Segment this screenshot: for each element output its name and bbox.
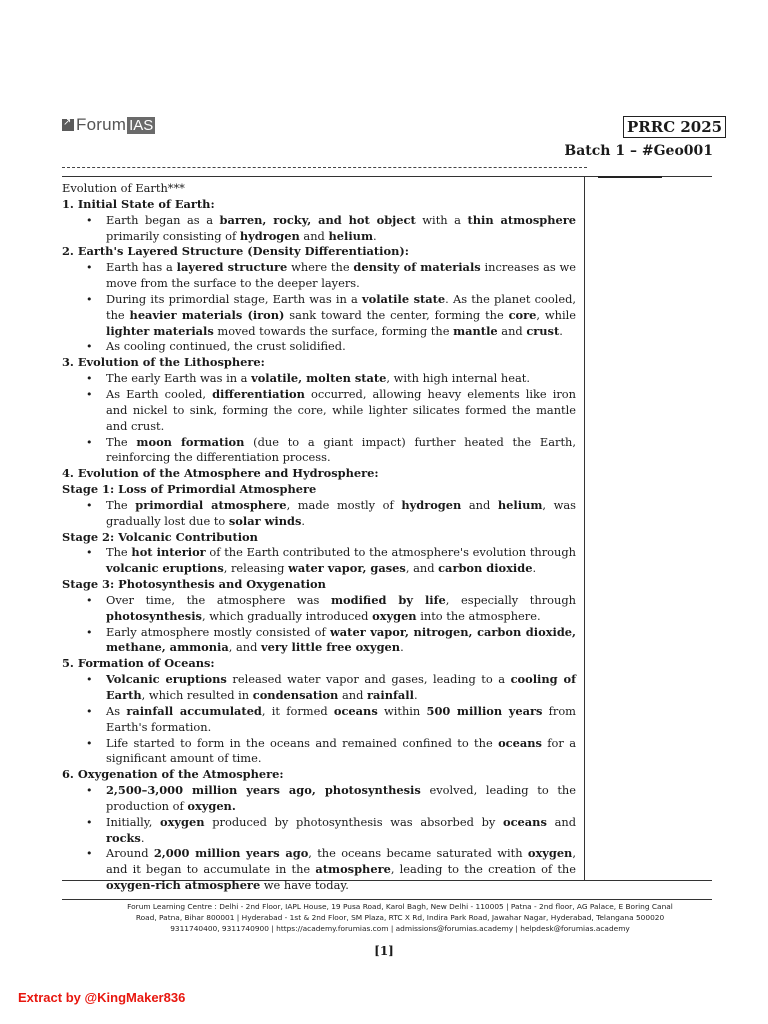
bullet-list — [62, 783, 576, 894]
list-item: • Over time, the atmosphere was modified by life, especially through photosynthesis, which gradually introduced oxygen into the atmosphere. — [62, 593, 576, 625]
extract-watermark: Extract by @KingMaker836 — [18, 990, 186, 1005]
bullet-list — [62, 672, 576, 767]
list-item: • As Earth cooled, differentiation occurred, allowing heavy elements like iron and nickel to sink, forming the core, while lighter silicates formed the mantle and crust. — [62, 387, 576, 435]
bullet-list — [62, 213, 576, 245]
section-heading: 3. Evolution of the Lithosphere: — [62, 355, 265, 370]
list-item: • Early atmosphere mostly consisted of water vapor, nitrogen, carbon dioxide, methane, ammonia, and very little free oxygen. — [62, 625, 576, 657]
list-item: • Earth began as a barren, rocky, and hot object with a thin atmosphere primarily consisting of hydrogen and helium. — [62, 213, 576, 245]
list-item: • The early Earth was in a volatile, molten state, with high internal heat. — [62, 371, 576, 387]
list-item: • 2,500–3,000 million years ago, photosynthesis evolved, leading to the production of oxygen. — [62, 783, 576, 815]
footer-line-1: Forum Learning Centre : Delhi - 2nd Floor, IAPL House, 19 Pusa Road, Karol Bagh, New Delhi - 110005 | Patna - 2nd floor, AG Palace, E Boring Canal — [127, 902, 673, 911]
footer-line-2: Road, Patna, Bihar 800001 | Hyderabad - 1st & 2nd Floor, SM Plaza, RTC X Rd, Indira Park Road, Jawahar Nagar, Hyderabad, Telangana 500020 — [135, 913, 665, 922]
section-heading: Stage 2: Volcanic Contribution — [62, 529, 258, 544]
section-heading: 1. Initial State of Earth: — [62, 196, 215, 211]
footer-line-3: 9311740400, 9311740900 | https://academy.forumias.com | admissions@forumias.academy | helpdesk@forumias.academy — [170, 924, 630, 933]
bullet-list — [62, 498, 576, 530]
list-item: • As rainfall accumulated, it formed oceans within 500 million years from Earth's formation. — [62, 704, 576, 736]
list-item: • During its primordial stage, Earth was in a volatile state. As the planet cooled, the heavier materials (iron) sank toward the center, forming the core, while lighter materials moved towards the surface, forming the mantle and crust. — [62, 292, 576, 340]
list-item: • Life started to form in the oceans and remained confined to the oceans for a significant amount of time. — [62, 736, 576, 768]
prrc-code-box: PRRC 2025 — [623, 116, 726, 138]
list-item: • Volcanic eruptions released water vapor and gases, leading to a cooling of Earth, which resulted in condensation and rainfall. — [62, 672, 576, 704]
bullet-list — [62, 260, 576, 355]
logo-forum-text: Forum — [76, 115, 127, 134]
section-heading: 6. Oxygenation of the Atmosphere: — [62, 767, 284, 782]
list-item: • Initially, oxygen produced by photosynthesis was absorbed by oceans and rocks. — [62, 815, 576, 847]
section-heading: Stage 1: Loss of Primordial Atmosphere — [62, 482, 317, 497]
bullet-list — [62, 545, 576, 577]
list-item: • The moon formation (due to a giant impact) further heated the Earth, reinforcing the differentiation process. — [62, 435, 576, 467]
footer-rule — [62, 899, 712, 900]
section-heading: Stage 3: Photosynthesis and Oxygenation — [62, 577, 326, 592]
section-heading: 5. Formation of Oceans: — [62, 656, 215, 671]
list-item: • Earth has a layered structure where the density of materials increases as we move from the surface to the deeper layers. — [62, 260, 576, 292]
bullet-list — [62, 593, 576, 656]
margin-divider — [584, 176, 585, 880]
header-rule-accent — [598, 176, 662, 178]
logo-ias-text: IAS — [129, 116, 154, 134]
document-title: Evolution of Earth*** — [62, 181, 185, 195]
header-rule-dashed — [62, 167, 587, 169]
list-item: • Around 2,000 million years ago, the oceans became saturated with oxygen, and it began to accumulate in the atmosphere, leading to the creation of the oxygen-rich atmosphere we have today. — [62, 846, 576, 894]
section-heading: 2. Earth's Layered Structure (Density Differentiation): — [62, 244, 409, 259]
logo-arrow-icon — [62, 119, 74, 131]
footer-address — [120, 901, 680, 934]
list-item: • The hot interior of the Earth contributed to the atmosphere's evolution through volcanic eruptions, releasing water vapor, gases, and carbon dioxide. — [62, 545, 576, 577]
document-body — [62, 181, 576, 894]
batch-label: Batch 1 – #Geo001 — [564, 143, 713, 159]
list-item: • As cooling continued, the crust solidified. — [62, 339, 576, 355]
list-item: • The primordial atmosphere, made mostly of hydrogen and helium, was gradually lost due to solar winds. — [62, 498, 576, 530]
section-heading: 4. Evolution of the Atmosphere and Hydrosphere: — [62, 466, 379, 481]
bullet-list — [62, 371, 576, 466]
page-number: [1] — [374, 944, 394, 958]
forumias-logo — [62, 116, 155, 134]
